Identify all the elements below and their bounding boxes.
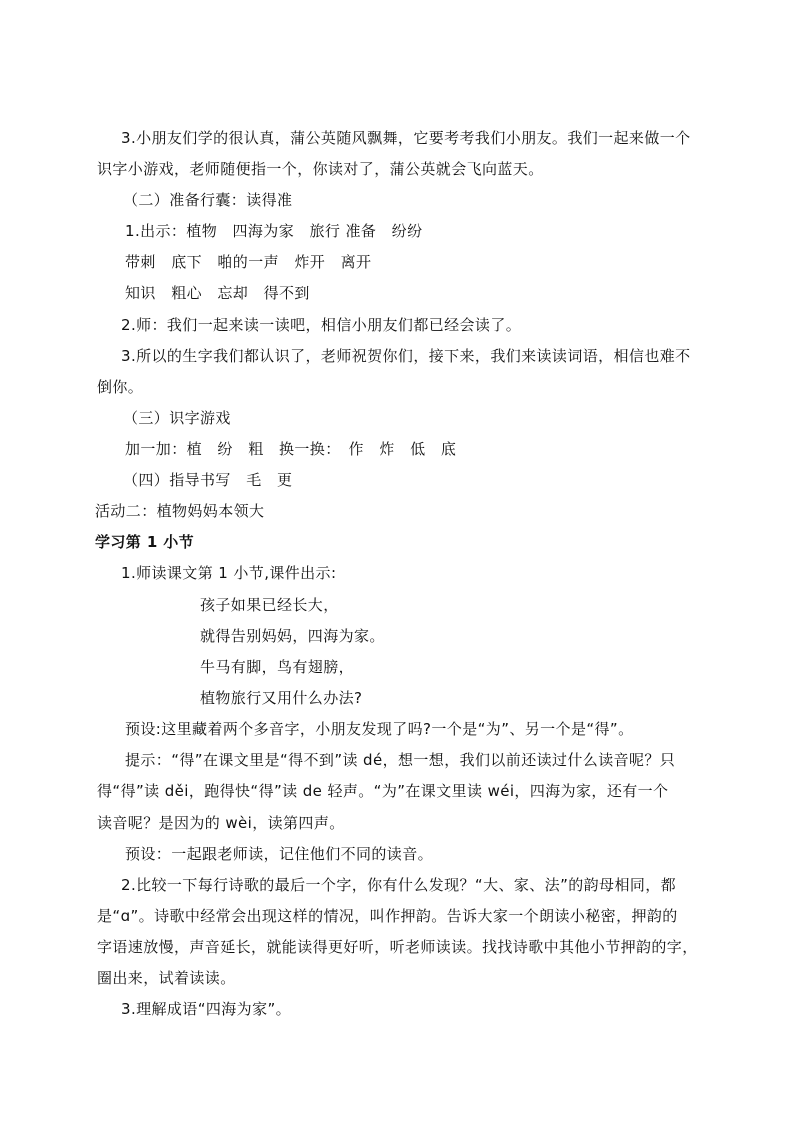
text-line: 圈出来，试着读读。 xyxy=(97,969,236,987)
subsection-heading: 学习第 1 小节 xyxy=(95,533,195,551)
text-line: 加一加：植 纷 粗 换一换： 作 炸 低 底 xyxy=(125,440,457,458)
text-line: 提示：“得”在课文里是“得不到”读 dé，想一想，我们以前还读过什么读音呢？只 xyxy=(125,751,676,769)
text-line: 倒你。 xyxy=(97,378,144,396)
text-line: 带刺 底下 啪的一声 炸开 离开 xyxy=(125,253,372,271)
text-line: 读音呢？是因为的 wèi，读第四声。 xyxy=(97,814,345,832)
text-line: 识字小游戏，老师随便指一个，你读对了，蒲公英就会飞向蓝天。 xyxy=(97,160,544,178)
text-line: 预设：一起跟老师读，记住他们不同的读音。 xyxy=(125,845,434,863)
text-line: 2.师：我们一起来读一读吧，相信小朋友们都已经会读了。 xyxy=(121,316,522,334)
text-line: 3.小朋友们学的很认真，蒲公英随风飘舞，它要考考我们小朋友。我们一起来做一个 xyxy=(121,129,691,147)
text-line: 知识 粗心 忘却 得不到 xyxy=(125,284,310,302)
text-line: 1.师读课文第 1 小节,课件出示: xyxy=(121,564,337,582)
text-line: 是“ɑ”。诗歌中经常会出现这样的情况，叫作押韵。告诉大家一个朗读小秘密，押韵的 xyxy=(97,907,678,925)
section-heading: （二）准备行囊：读得准 xyxy=(123,191,293,209)
text-line: 3.理解成语“四海为家”。 xyxy=(121,1000,292,1018)
poem-line: 孩子如果已经长大， xyxy=(200,596,339,614)
text-line: 预设:这里藏着两个多音字，小朋友发现了吗?一个是“为”、另一个是“得”。 xyxy=(125,720,634,738)
section-heading: （四）指导书写 毛 更 xyxy=(123,471,293,489)
activity-heading: 活动二：植物妈妈本领大 xyxy=(95,502,265,520)
poem-line: 牛马有脚，鸟有翅膀， xyxy=(200,658,355,676)
text-line: 3.所以的生字我们都认识了，老师祝贺你们，接下来，我们来读读词语，相信也难不 xyxy=(121,347,691,365)
section-heading: （三）识字游戏 xyxy=(123,409,231,427)
poem-line: 就得告别妈妈，四海为家。 xyxy=(200,627,385,645)
text-line: 得“得”读 děi，跑得快“得”读 de 轻声。“为”在课文里读 wéi，四海为家，还有一个 xyxy=(97,782,669,800)
text-line: 2.比较一下每行诗歌的最后一个字，你有什么发现？“大、家、法”的韵母相同，都 xyxy=(121,876,677,894)
text-line: 字语速放慢，声音延长，就能读得更好听，听老师读读。找找诗歌中其他小节押韵的字， xyxy=(97,938,698,956)
text-line: 1.出示：植物 四海为家 旅行 准备 纷纷 xyxy=(125,222,423,240)
poem-line: 植物旅行又用什么办法? xyxy=(200,689,363,707)
